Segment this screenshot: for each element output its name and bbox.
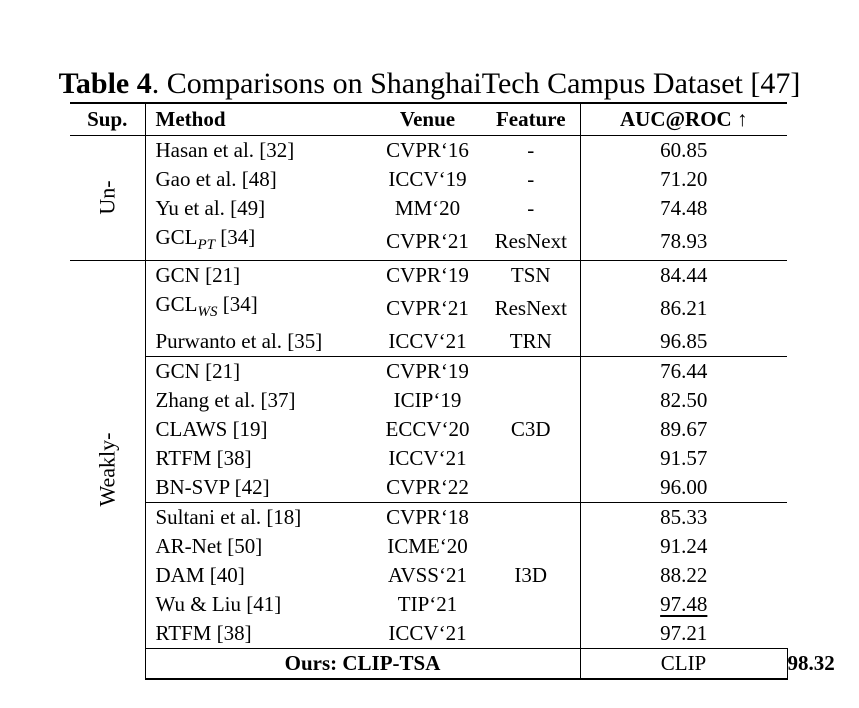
- feature-cell-c3d: C3D: [482, 357, 580, 503]
- venue-cell: ICCV‘21: [388, 446, 467, 471]
- table-row: [70, 261, 787, 291]
- table-caption: [0, 66, 859, 102]
- table-row: [70, 165, 787, 194]
- auc-cell: 85.33: [580, 503, 787, 533]
- table-row: [70, 619, 787, 649]
- method-cell: CLAWS [19]: [155, 417, 268, 442]
- method-cell: GCN [21]: [145, 357, 373, 387]
- method-name: GCL: [155, 292, 198, 317]
- auc-cell: 91.24: [660, 534, 708, 559]
- venue-cell: ECCV‘20: [385, 417, 470, 442]
- table-row: [70, 473, 787, 503]
- method-cell: RTFM [38]: [155, 621, 252, 646]
- venue-cell: TIP‘21: [397, 592, 458, 617]
- method-cell: AR-Net [50]: [155, 534, 263, 559]
- auc-cell: 76.44: [580, 357, 787, 387]
- caption-text: . Comparisons on ShanghaiTech Campus Dataset [47]: [151, 67, 801, 100]
- venue-cell: CVPR‘16: [386, 138, 469, 162]
- feature-cell: ResNext: [482, 290, 580, 327]
- table-row: [70, 590, 787, 619]
- auc-cell: 84.44: [580, 261, 787, 291]
- auc-cell: 82.50: [660, 388, 708, 413]
- venue-cell: ICCV‘21: [388, 329, 467, 354]
- ours-feature: CLIP: [580, 649, 787, 680]
- method-cell: [145, 223, 373, 261]
- method-cell: Yu et al. [49]: [155, 196, 266, 220]
- venue-cell: AVSS‘21: [388, 563, 467, 588]
- table-row: [70, 503, 787, 533]
- auc-cell: 71.20: [660, 167, 708, 191]
- venue-cell: CVPR‘22: [386, 475, 469, 500]
- auc-second-best: 97.48: [660, 592, 708, 617]
- header-sup: Sup.: [70, 103, 145, 136]
- header-row: [70, 103, 787, 136]
- venue-cell: MM‘20: [394, 196, 461, 220]
- method-subscript: PT: [197, 237, 216, 254]
- auc-cell: [580, 590, 787, 619]
- auc-cell: 96.85: [660, 329, 708, 354]
- method-cell: [145, 290, 373, 327]
- auc-cell: 91.57: [660, 446, 708, 471]
- venue-cell: CVPR‘19: [373, 261, 482, 291]
- auc-cell: 74.48: [660, 196, 708, 220]
- header-method: Method: [145, 103, 373, 136]
- method-cell: Sultani et al. [18]: [145, 503, 373, 533]
- method-cell: Zhang et al. [37]: [155, 388, 296, 413]
- feature-cell: TSN: [482, 261, 580, 291]
- method-cell: GCN [21]: [145, 261, 373, 291]
- feature-cell: -: [482, 194, 580, 223]
- table-row: [70, 194, 787, 223]
- group-un-label: Un-: [94, 180, 120, 215]
- auc-cell: 97.21: [660, 621, 708, 646]
- feature-cell: ResNext: [482, 223, 580, 261]
- ours-method: Ours: CLIP-TSA: [145, 649, 580, 680]
- auc-cell: 86.21: [660, 296, 708, 321]
- method-cell: Wu & Liu [41]: [155, 592, 282, 617]
- auc-cell: 96.00: [660, 475, 708, 500]
- venue-cell: CVPR‘19: [373, 357, 482, 387]
- method-subscript: WS: [197, 304, 218, 321]
- method-ref: [34]: [215, 225, 256, 249]
- feature-cell-i3d: I3D: [482, 503, 580, 649]
- header-auc: AUC@ROC ↑: [580, 103, 787, 136]
- method-name: GCL: [155, 225, 198, 249]
- results-table: [70, 102, 835, 680]
- ours-row: Ours: CLIP-TSA CLIP 98.32: [70, 649, 787, 680]
- table-row: [70, 327, 787, 357]
- method-cell: Purwanto et al. [35]: [155, 329, 323, 354]
- table-row: [70, 223, 787, 261]
- table-row: [70, 532, 787, 561]
- auc-cell: 89.67: [660, 417, 708, 442]
- feature-cell: TRN: [482, 327, 580, 357]
- table-label: Table 4: [58, 67, 152, 100]
- header-feature: Feature: [482, 103, 580, 136]
- table-row: [70, 290, 787, 327]
- table-row: [70, 561, 787, 590]
- feature-cell: -: [482, 165, 580, 194]
- method-ref: [34]: [217, 292, 258, 317]
- venue-cell: CVPR‘21: [386, 229, 469, 254]
- method-cell: Gao et al. [48]: [155, 167, 277, 191]
- table-row: [70, 444, 787, 473]
- auc-cell: 78.93: [660, 229, 708, 254]
- table-row: [70, 136, 787, 166]
- auc-cell: 60.85: [660, 138, 708, 162]
- table-row: [70, 415, 787, 444]
- method-cell: RTFM [38]: [155, 446, 252, 471]
- venue-cell: CVPR‘21: [386, 296, 469, 321]
- group-weakly-cell: [70, 261, 145, 680]
- venue-cell: ICCV‘19: [388, 167, 467, 191]
- table-row: [70, 357, 787, 387]
- table-row: [70, 386, 787, 415]
- method-cell: Hasan et al. [32]: [155, 138, 295, 162]
- venue-cell: CVPR‘18: [373, 503, 482, 533]
- group-weakly-label: Weakly-: [94, 432, 120, 507]
- method-cell: DAM [40]: [155, 563, 245, 588]
- auc-cell: 88.22: [660, 563, 708, 588]
- venue-cell: ICIP‘19: [393, 388, 462, 413]
- group-un-cell: [70, 136, 145, 261]
- method-cell: BN-SVP [42]: [155, 475, 270, 500]
- venue-cell: ICCV‘21: [388, 621, 467, 646]
- feature-cell: -: [482, 136, 580, 166]
- header-venue: Venue: [373, 103, 482, 136]
- venue-cell: ICME‘20: [387, 534, 468, 559]
